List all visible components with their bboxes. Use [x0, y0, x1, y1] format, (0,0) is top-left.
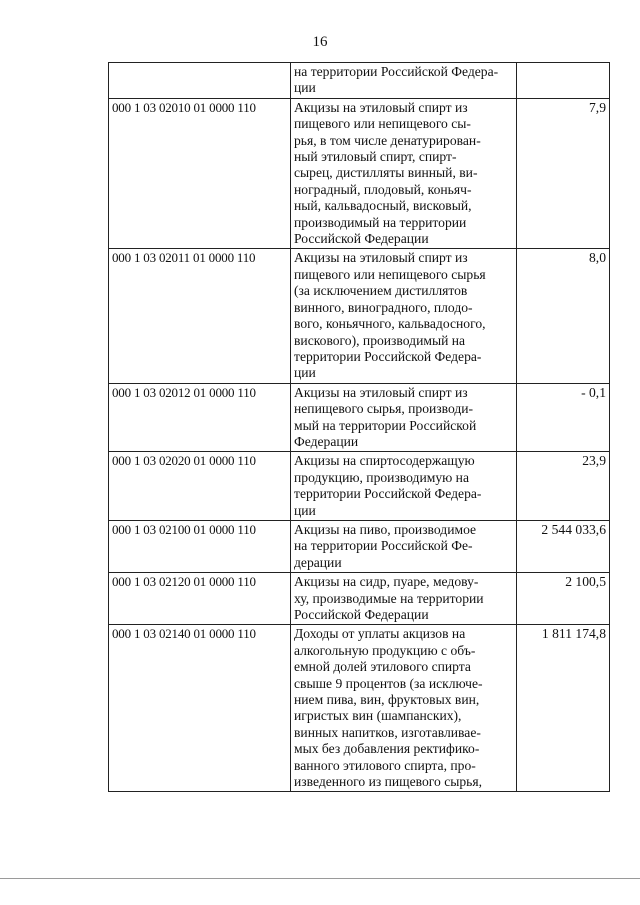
- table-row: [109, 63, 610, 99]
- table-row: [109, 249, 610, 383]
- name-cell: Акцизы на пиво, производимое на территории Российской Фе- дерации: [291, 520, 517, 572]
- name-cell: Акцизы на этиловый спирт из пищевого или непищевого сырья (за исключением дистиллятов винного, виноградного, плодо- вого, коньячного, кальвадосного, вискового), производимый на территории Российской Федера- ции: [291, 249, 517, 383]
- name-cell: Акцизы на этиловый спирт из пищевого или непищевого сы- рья, в том числе денатурирован- ный этиловый спирт, спирт- сырец, дистилляты винный, ви- ноградный, плодовый, коньяч- ный, кальвадосный, висковый, производимый на территории Российской Федерации: [291, 98, 517, 249]
- code-cell: 000 1 03 02020 01 0000 110: [109, 452, 291, 521]
- amount-cell: 1 811 174,8: [517, 625, 610, 792]
- amount-cell: 23,9: [517, 452, 610, 521]
- amount-cell: 7,9: [517, 98, 610, 249]
- table-row: [109, 573, 610, 625]
- amount-cell: 2 100,5: [517, 573, 610, 625]
- amount-cell: - 0,1: [517, 383, 610, 452]
- code-cell: 000 1 03 02010 01 0000 110: [109, 98, 291, 249]
- name-cell: Доходы от уплаты акцизов на алкогольную продукцию с объ- емной долей этилового спирта свыше 9 процентов (за исключе- нием пива, вин, фруктовых вин, игристых вин (шампанских), винных напитков, изготавливае- мых без добавления ректифико- ванного этилового спирта, про- изведенного из пищевого сырья,: [291, 625, 517, 792]
- amount-cell: 8,0: [517, 249, 610, 383]
- code-cell: 000 1 03 02011 01 0000 110: [109, 249, 291, 383]
- page-bottom-rule: [0, 878, 640, 879]
- code-cell: [109, 63, 291, 99]
- table-row: [109, 98, 610, 249]
- table-row: [109, 452, 610, 521]
- revenue-table-body: [109, 63, 610, 792]
- amount-cell: [517, 63, 610, 99]
- name-cell: на территории Российской Федера- ции: [291, 63, 517, 99]
- code-cell: 000 1 03 02140 01 0000 110: [109, 625, 291, 792]
- amount-cell: 2 544 033,6: [517, 520, 610, 572]
- code-cell: 000 1 03 02100 01 0000 110: [109, 520, 291, 572]
- name-cell: Акцизы на спиртосодержащую продукцию, производимую на территории Российской Федера- ции: [291, 452, 517, 521]
- code-cell: 000 1 03 02012 01 0000 110: [109, 383, 291, 452]
- code-cell: 000 1 03 02120 01 0000 110: [109, 573, 291, 625]
- table-row: [109, 625, 610, 792]
- name-cell: Акцизы на этиловый спирт из непищевого сырья, производи- мый на территории Российской Федерации: [291, 383, 517, 452]
- table-row: [109, 383, 610, 452]
- table-row: [109, 520, 610, 572]
- revenue-table: [108, 62, 610, 792]
- name-cell: Акцизы на сидр, пуаре, медову- ху, производимые на территории Российской Федерации: [291, 573, 517, 625]
- page-number: 16: [312, 34, 328, 50]
